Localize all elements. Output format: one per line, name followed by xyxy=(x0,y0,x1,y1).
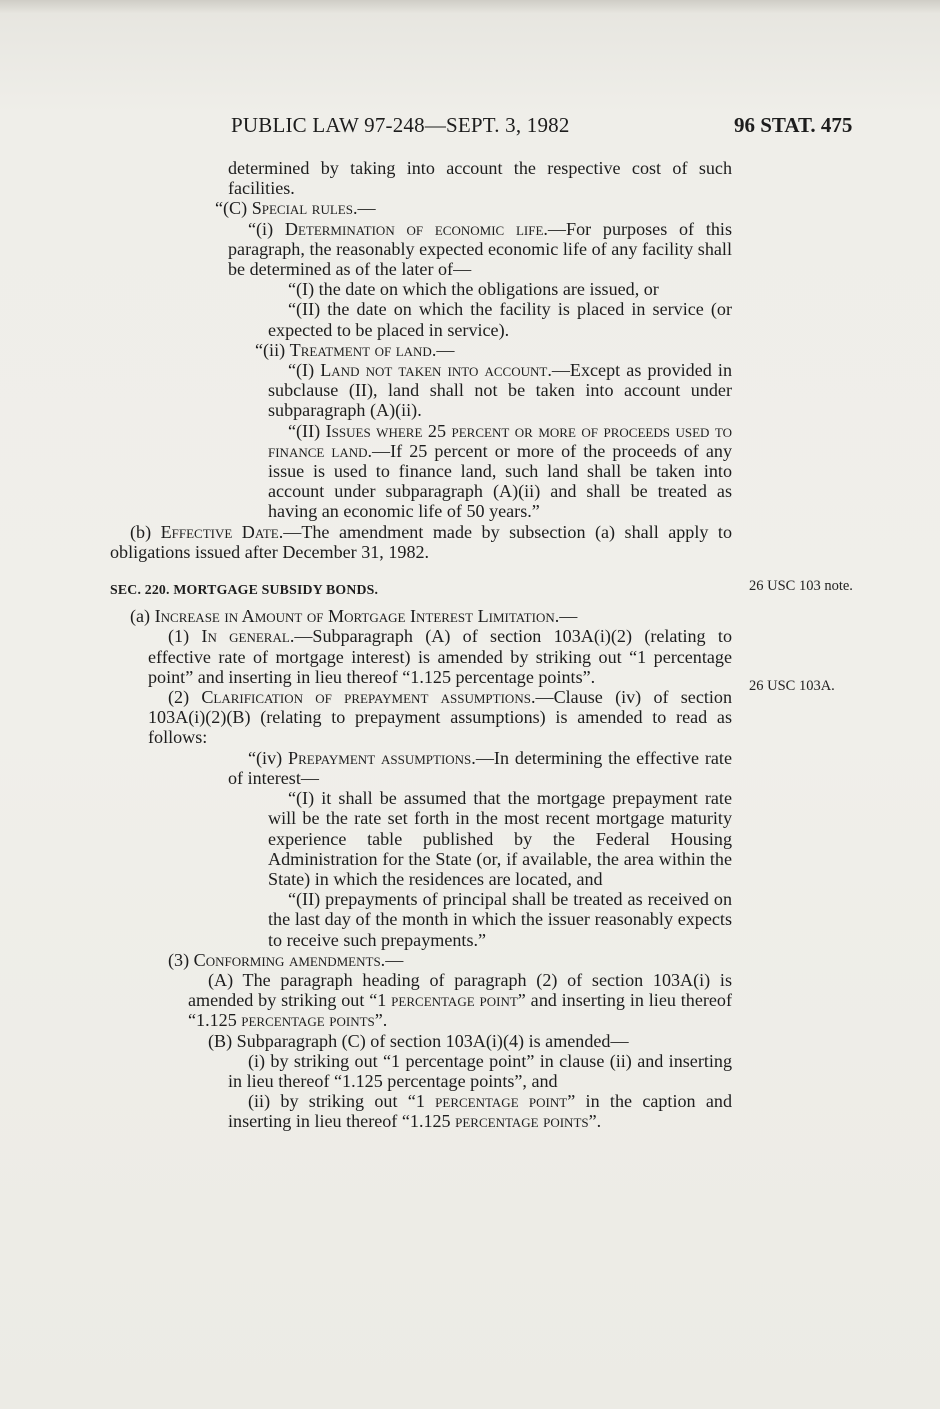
page-top-edge xyxy=(0,0,940,14)
subparagraph-heading: “(C) Special rules.— xyxy=(215,198,376,219)
header-stat-page: 96 STAT. 475 xyxy=(734,113,853,137)
paragraph: (1) In general.—Subparagraph (A) of section 103A(i)(2) (relating to effective rate of mortgage interest) is amended by striking out “1 percentage point” and inserting in lieu thereof “1.125 percentage points”. xyxy=(148,626,732,687)
header-title: PUBLIC LAW 97-248—SEPT. 3, 1982 xyxy=(231,113,570,137)
subclause: “(II) Issues where 25 percent or more of proceeds used to finance land.—If 25 percent or more of the proceeds of any issue is used to finance land, such land shall be taken into account under subparagraph (A)(ii) and shall be treated as having an economic life of 50 years.” xyxy=(268,420,733,522)
clause: (i) by striking out “1 percentage point” in clause (ii) and inserting in lieu thereof “1.125 percentage points”, and xyxy=(228,1050,732,1091)
paragraph: determined by taking into account the respective cost of such facilities. xyxy=(228,158,732,199)
clause-heading: “(ii) Treatment of land.— xyxy=(255,339,455,360)
page-header xyxy=(0,113,940,143)
subclause: “(II) prepayments of principal shall be treated as received on the last day of the month in which the issuer reasonably expects to receive such prepayments.” xyxy=(268,889,732,950)
clause: “(i) Determination of economic life.—For purposes of this paragraph, the reasonably expected economic life of any facility shall be determined as of the later of— xyxy=(228,218,732,280)
margin-note-usc-103a: 26 USC 103A. xyxy=(749,678,835,694)
subparagraph: (A) The paragraph heading of paragraph (2) of section 103A(i) is amended by striking out “1 percentage point” and inserting in lieu thereof “1.125 percentage points”. xyxy=(188,969,732,1031)
subsection: (b) Effective Date.—The amendment made by subsection (a) shall apply to obligations issued after December 31, 1982. xyxy=(110,521,732,562)
section-heading: SEC. 220. MORTGAGE SUBSIDY BONDS. xyxy=(110,582,379,598)
document-body xyxy=(110,158,732,1132)
subsection-heading: (a) Increase in Amount of Mortgage Interest Limitation.— xyxy=(130,606,578,627)
subclause: “(II) the date on which the facility is placed in service (or expected to be placed in service). xyxy=(268,299,732,340)
subclause: “(I) it shall be assumed that the mortgage prepayment rate will be the rate set forth in the most recent mortgage maturity experience table published by the Federal Housing Administration for the State (or, if available, the area within the State) in which the residences are located, and xyxy=(268,788,732,889)
clause: (ii) by striking out “1 percentage point” in the caption and inserting in lieu thereof “1.125 percentage points”. xyxy=(228,1091,732,1132)
margin-note-usc-103-note: 26 USC 103 note. xyxy=(749,578,853,594)
paragraph: (2) Clarification of prepayment assumptions.—Clause (iv) of section 103A(i)(2)(B) (relating to prepayment assumptions) is amended to read as follows: xyxy=(148,687,733,748)
subclause: “(I) the date on which the obligations are issued, or xyxy=(288,279,659,300)
subclause: “(I) Land not taken into account.—Except as provided in subclause (II), land shall not be taken into account under subparagraph (A)(ii). xyxy=(268,360,732,421)
paragraph-heading: (3) Conforming amendments.— xyxy=(168,949,404,970)
subparagraph: (B) Subparagraph (C) of section 103A(i)(4) is amended— xyxy=(208,1030,629,1051)
clause: “(iv) Prepayment assumptions.—In determining the effective rate of interest— xyxy=(228,747,732,788)
